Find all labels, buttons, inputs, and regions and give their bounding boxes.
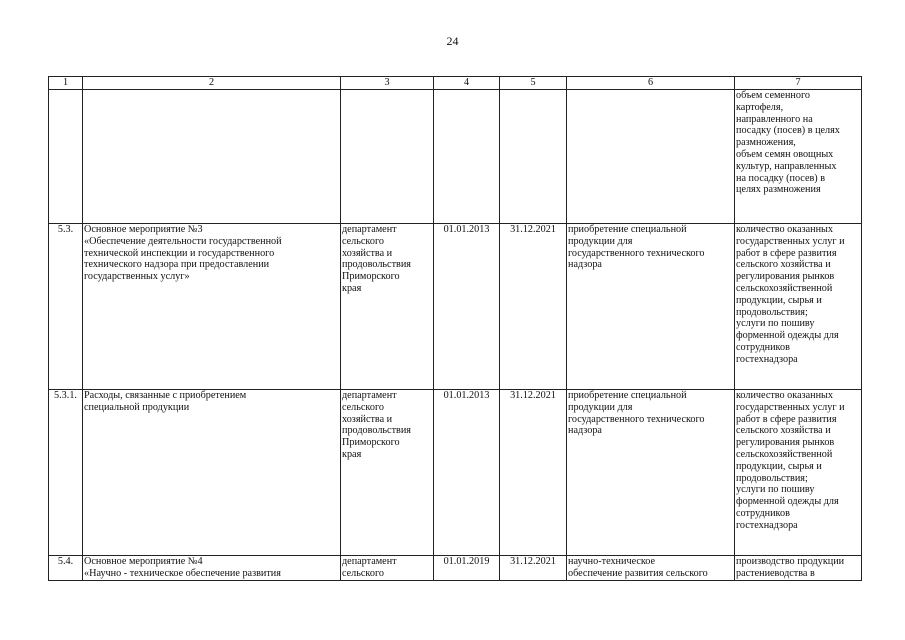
measures-table	[48, 76, 862, 581]
start-date-text: 01.01.2019	[443, 556, 490, 567]
indicator	[735, 556, 862, 581]
row-number	[49, 556, 83, 581]
executor-text: департамент сельского	[342, 556, 397, 579]
indicator: объем семенного картофеля, направленного на посадку (посев) в целях размножения, объем семян овощных культур, направленных на посадку (посев) в целях размножения	[735, 90, 862, 224]
indicator: количество оказанных государственных услуг и работ в сфере развития сельского хозяйства и регулирования рынков сельскохозяйственной продукции, сырья и продовольствия; услуги по пошиву форменной одежды для сотрудников гостехнадзора	[735, 390, 862, 556]
column-header: 5	[500, 77, 567, 90]
table-header-row	[49, 77, 862, 90]
column-header: 2	[83, 77, 341, 90]
row-number: 5.3.1.	[49, 390, 83, 556]
column-header: 6	[567, 77, 735, 90]
measure-name	[83, 556, 341, 581]
end-date-text: 31.12.2021	[510, 556, 556, 567]
column-header: 1	[49, 77, 83, 90]
end-date: 31.12.2021	[500, 224, 567, 390]
start-date: 01.01.2013	[434, 390, 500, 556]
row-number	[49, 90, 83, 224]
start-date	[434, 556, 500, 581]
expected-result-text: научно-техническое обеспечение развития сельского	[568, 556, 708, 579]
measure-name	[83, 90, 341, 224]
expected-result	[567, 556, 735, 581]
indicator-text: производство продукции растениеводства в	[736, 556, 845, 579]
column-header: 3	[341, 77, 434, 90]
end-date	[500, 556, 567, 581]
measure-name-text: Основное мероприятие №4 «Научно - техническое обеспечение развития	[84, 556, 281, 579]
table-row	[49, 224, 862, 390]
start-date: 01.01.2013	[434, 224, 500, 390]
executor: департамент сельского хозяйства и продовольствия Приморского края	[341, 224, 434, 390]
column-header: 7	[735, 77, 862, 90]
end-date: 31.12.2021	[500, 390, 567, 556]
row-number-text: 5.4.	[57, 556, 74, 567]
executor	[341, 556, 434, 581]
table-row	[49, 390, 862, 556]
measure-name: Расходы, связанные с приобретением специальной продукции	[83, 390, 341, 556]
start-date	[434, 90, 500, 224]
page-number: 24	[446, 34, 459, 48]
table-row	[49, 90, 862, 224]
expected-result: приобретение специальной продукции для государственного технического надзора	[567, 224, 735, 390]
indicator: количество оказанных государственных услуг и работ в сфере развития сельского хозяйства и регулирования рынков сельскохозяйственной продукции, сырья и продовольствия; услуги по пошиву форменной одежды для сотрудников гостехнадзора	[735, 224, 862, 390]
end-date	[500, 90, 567, 224]
column-header: 4	[434, 77, 500, 90]
table-row	[49, 556, 862, 581]
measure-name: Основное мероприятие №3 «Обеспечение деятельности государственной технической инспекции и государственного технического надзора при предоставлении государственных услуг»	[83, 224, 341, 390]
executor	[341, 90, 434, 224]
expected-result: приобретение специальной продукции для государственного технического надзора	[567, 390, 735, 556]
row-number: 5.3.	[49, 224, 83, 390]
expected-result	[567, 90, 735, 224]
executor: департамент сельского хозяйства и продовольствия Приморского края	[341, 390, 434, 556]
